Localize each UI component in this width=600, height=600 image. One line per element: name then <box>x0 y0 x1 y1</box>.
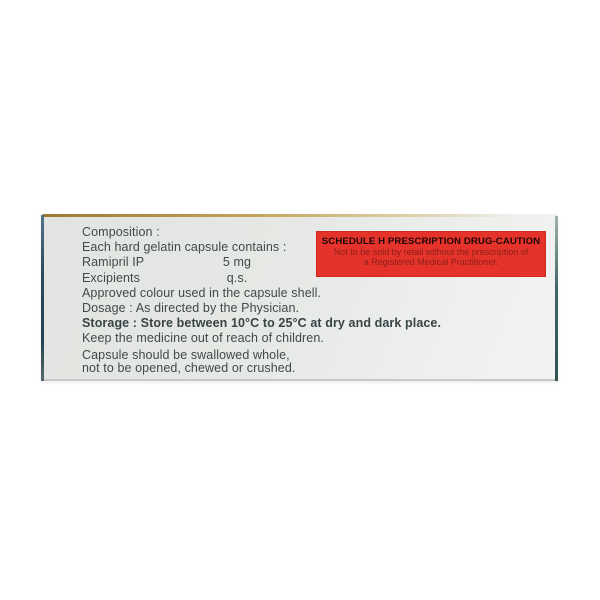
schedule-h-caution-box <box>316 231 546 277</box>
box-left-edge <box>41 215 44 381</box>
ingredient-name: Excipients <box>82 270 140 285</box>
box-right-edge <box>555 216 558 381</box>
approved-colour-note: Approved colour used in the capsule shell. <box>82 285 322 300</box>
ingredient-quantity: q.s. <box>226 270 248 285</box>
keep-away-line: Keep the medicine out of reach of children. <box>82 331 324 346</box>
composition-heading: Composition : <box>82 225 160 239</box>
box-bottom-edge <box>44 379 555 381</box>
ingredient-quantity: 5 mg <box>222 255 252 270</box>
box-top-gold-edge <box>43 214 513 217</box>
not-to-open-line: not to be opened, chewed or crushed. <box>82 360 296 375</box>
caution-text-line2: a Registered Medical Practitioner. <box>363 257 499 267</box>
ingredient-name: Ramipril IP <box>82 255 145 270</box>
swallow-whole-line: Capsule should be swallowed whole, <box>82 347 290 362</box>
medicine-box-back-panel <box>41 214 558 381</box>
dosage-line: Dosage : As directed by the Physician. <box>82 301 300 316</box>
caution-title: SCHEDULE H PRESCRIPTION DRUG-CAUTION <box>321 236 541 247</box>
composition-subheading: Each hard gelatin capsule contains : <box>82 240 287 255</box>
storage-line: Storage : Store between 10°C to 25°C at dry and dark place. <box>82 316 442 331</box>
caution-text-line1: Not to be sold by retail without the prescription of <box>333 247 529 257</box>
